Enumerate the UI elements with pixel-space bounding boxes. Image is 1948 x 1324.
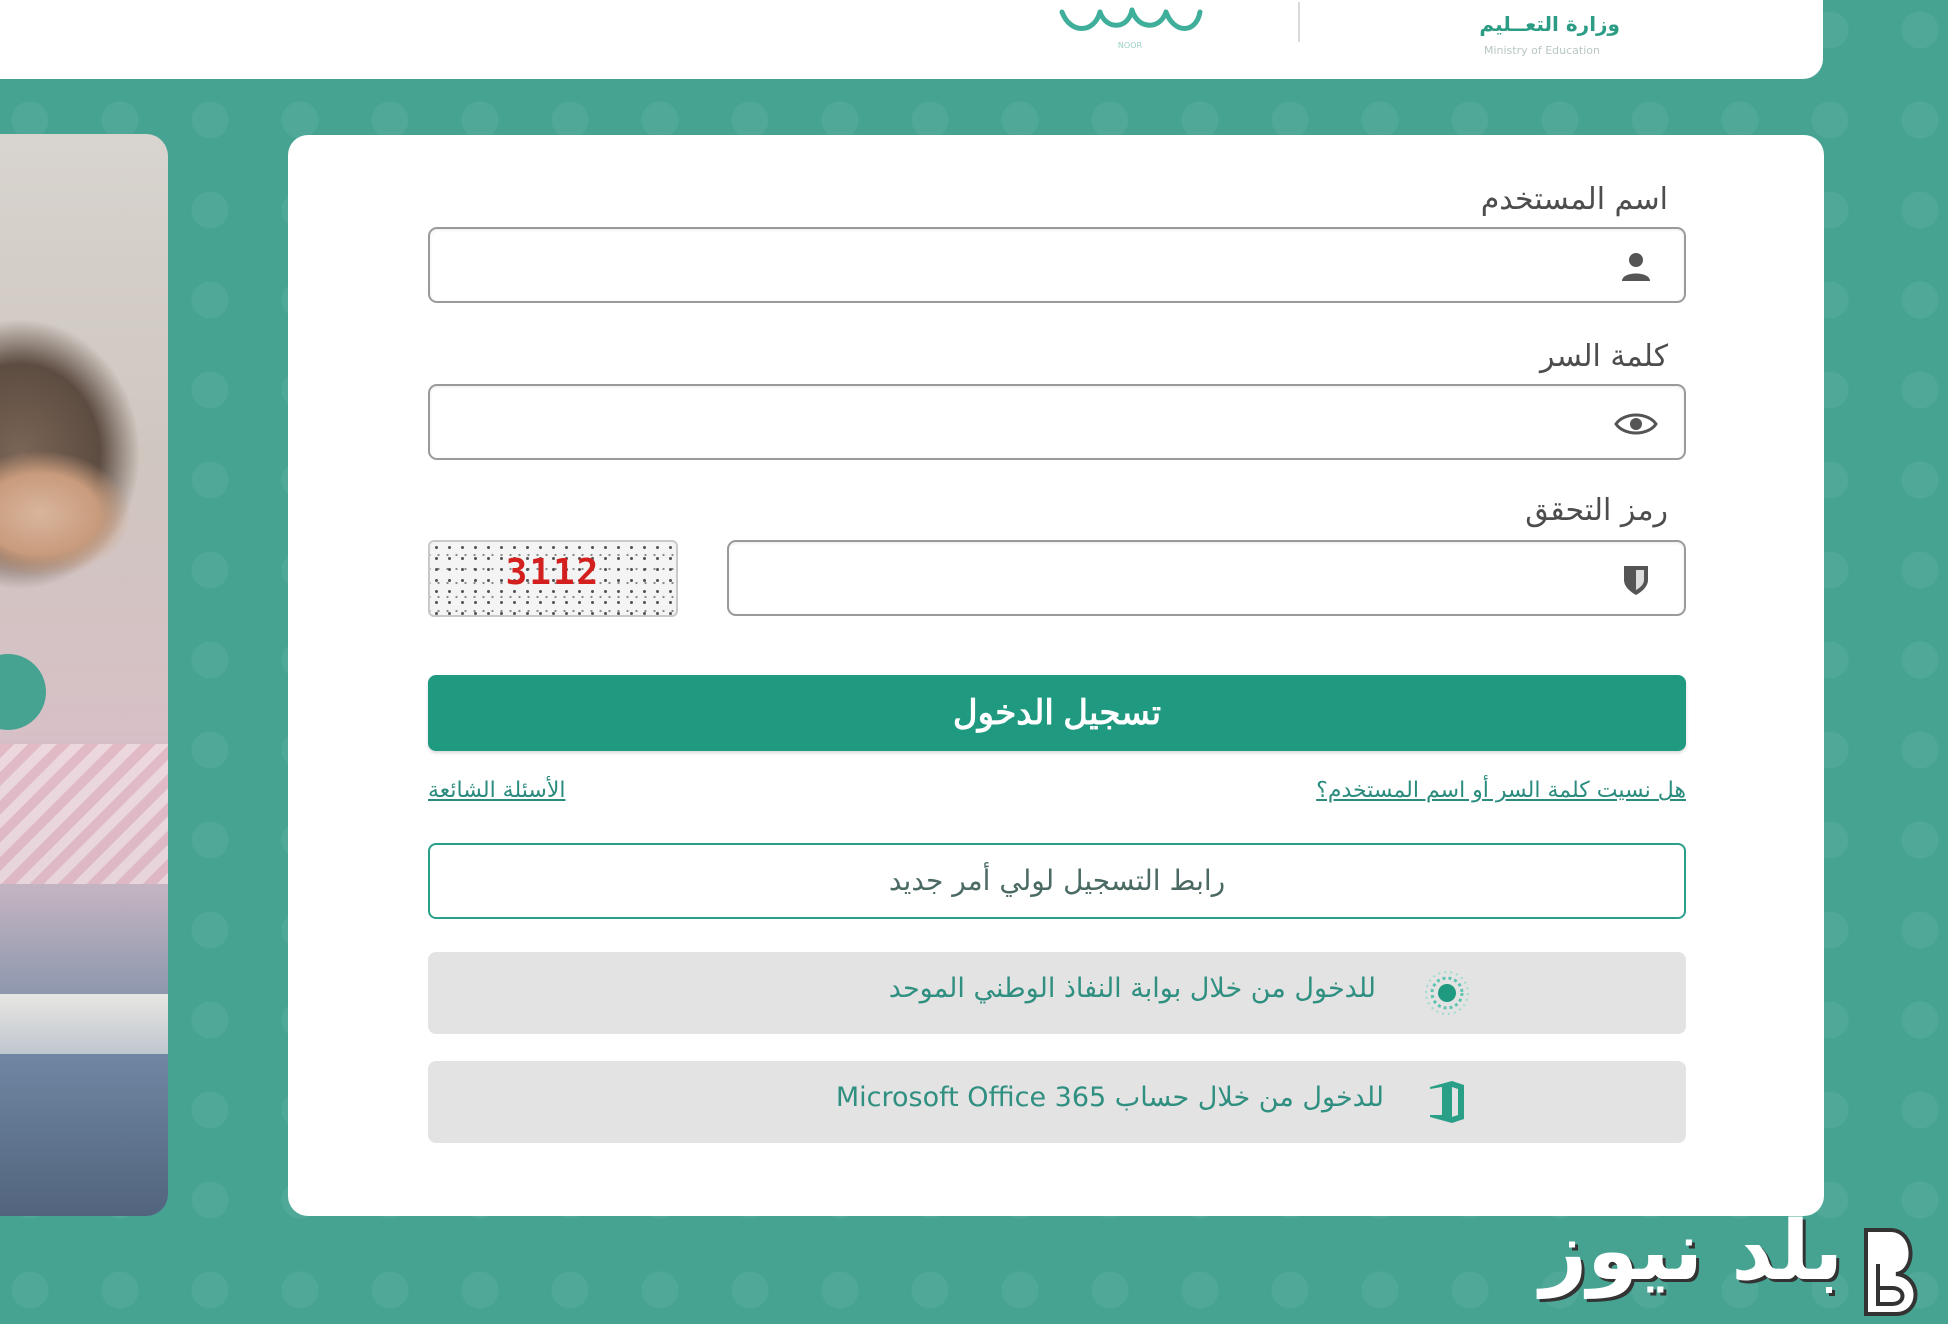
ministry-logo <box>1380 0 1620 70</box>
login-card <box>288 135 1824 1216</box>
office365-login-text: للدخول من خلال حساب Microsoft Office 365 <box>835 1082 1384 1113</box>
photo-decoration <box>0 654 46 730</box>
captcha-label: رمز التحقق <box>1525 493 1668 528</box>
captcha-field[interactable] <box>727 540 1686 616</box>
captcha-input[interactable] <box>729 542 1684 614</box>
noor-logo-text: NOOR <box>1117 41 1143 50</box>
ministry-name-arabic: وزارة التعــليم <box>1479 12 1620 36</box>
faq-link[interactable]: الأسئلة الشائعة <box>428 778 566 803</box>
noor-logo <box>1050 0 1210 52</box>
login-button[interactable]: تسجيل الدخول <box>428 675 1686 751</box>
password-field[interactable] <box>428 384 1686 460</box>
photo-shirt-pattern <box>0 744 168 884</box>
captcha-code: 3112 <box>505 552 601 593</box>
username-label: اسم المستخدم <box>1480 182 1668 217</box>
user-icon <box>1618 249 1654 285</box>
news-watermark <box>1540 1200 1940 1324</box>
header-bar <box>0 0 1823 79</box>
username-field[interactable] <box>428 227 1686 303</box>
header-divider <box>1298 2 1300 42</box>
watermark-logo <box>1856 1224 1930 1320</box>
eye-icon[interactable] <box>1614 406 1658 442</box>
password-input[interactable] <box>430 386 1684 458</box>
nafath-login-text: للدخول من خلال بوابة النفاذ الوطني الموحد <box>888 973 1376 1004</box>
forgot-credentials-link[interactable]: هل نسيت كلمة السر أو اسم المستخدم؟ <box>1316 778 1686 803</box>
password-label: كلمة السر <box>1540 339 1668 374</box>
office365-login-button[interactable] <box>428 1061 1686 1143</box>
watermark-text: بلد نيوز <box>1540 1204 1844 1299</box>
nafath-login-button[interactable] <box>428 952 1686 1034</box>
hero-photo <box>0 134 168 1216</box>
guardian-register-button[interactable]: رابط التسجيل لولي أمر جديد <box>428 843 1686 919</box>
username-input[interactable] <box>430 229 1684 301</box>
captcha-image[interactable] <box>428 540 678 617</box>
shield-icon <box>1620 562 1652 598</box>
office-icon <box>1416 1079 1478 1125</box>
photo-book <box>0 994 168 1054</box>
ministry-name-english: Ministry of Education <box>1483 44 1600 57</box>
nafath-logo-icon <box>1416 970 1478 1016</box>
